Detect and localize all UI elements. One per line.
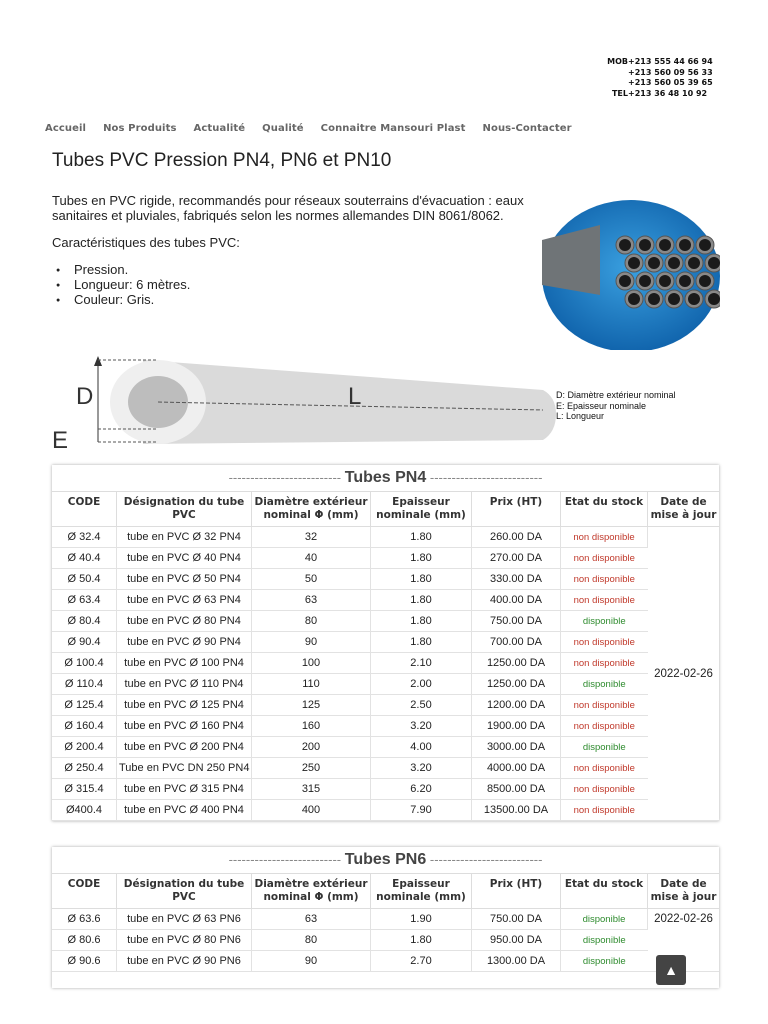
stock-status: non disponible [561,632,648,653]
contact-label: MOB [607,57,628,66]
column-header: Désignation du tube PVC [117,492,252,527]
contact-number: +213 555 44 66 94 [628,57,713,66]
cell: 32 [252,527,371,548]
features-list [52,262,190,307]
legend-item: E: Epaisseur nominale [556,400,647,411]
column-header: CODE [52,492,117,527]
cell: 80 [252,611,371,632]
cell: 6.20 [371,779,472,800]
cell: 2.00 [371,674,472,695]
characteristics-title: Caractéristiques des tubes PVC: [52,235,240,250]
contact-row [598,78,713,89]
cell: 1.80 [371,548,472,569]
nav-link-nos-produits[interactable]: Nos Produits [103,123,177,134]
update-date: 2022-02-26 [648,527,720,821]
table-row [52,590,719,611]
cell: 125 [252,695,371,716]
cell: 50 [252,569,371,590]
cell: tube en PVC Ø 63 PN6 [117,909,252,930]
table-title-text: Tubes PN6 [344,851,427,868]
column-header: Etat du stock [561,874,648,909]
pn4-table-box [52,465,719,821]
cell: 4000.00 DA [472,758,561,779]
contact-number: +213 560 05 39 65 [628,78,713,87]
title-dashes-left: -------------------------- [228,852,342,867]
cell: 13500.00 DA [472,800,561,821]
stock-status: non disponible [561,569,648,590]
column-header: Date de mise à jour [648,874,720,909]
column-header: Epaisseur nominale (mm) [371,874,472,909]
diagram-label-l: L [348,383,362,410]
cell: Ø 63.4 [52,590,117,611]
cell: 950.00 DA [472,930,561,951]
cell: tube en PVC Ø 400 PN4 [117,800,252,821]
cell: Ø 100.4 [52,653,117,674]
cell: 1.80 [371,632,472,653]
stock-status: non disponible [561,758,648,779]
feature-item: ● Couleur: Gris. [74,292,190,307]
stock-status: disponible [561,737,648,758]
table-row [52,632,719,653]
stock-status: non disponible [561,695,648,716]
column-header: CODE [52,874,117,909]
stock-status: non disponible [561,527,648,548]
contact-label [598,68,628,79]
cell: 1.90 [371,909,472,930]
legend-item: D: Diamètre extérieur nominal [556,390,676,400]
cell: Ø400.4 [52,800,117,821]
cell: Tube en PVC DN 250 PN4 [117,758,252,779]
contact-row [598,68,713,79]
cell: 3.20 [371,716,472,737]
cell: 110 [252,674,371,695]
cell: 1.80 [371,590,472,611]
cell: Ø 315.4 [52,779,117,800]
cell: Ø 40.4 [52,548,117,569]
stock-status: non disponible [561,779,648,800]
pn6-table-box [52,847,719,988]
stock-status: non disponible [561,653,648,674]
table-title [52,465,719,492]
cell: tube en PVC Ø 80 PN4 [117,611,252,632]
title-dashes-right: -------------------------- [429,852,543,867]
stock-status: disponible [561,611,648,632]
cell: 1.80 [371,611,472,632]
main-nav [45,123,589,134]
contact-label [598,78,628,89]
cell: tube en PVC Ø 110 PN4 [117,674,252,695]
nav-link-accueil[interactable]: Accueil [45,123,87,134]
cell: tube en PVC Ø 315 PN4 [117,779,252,800]
cell: 80 [252,930,371,951]
cell: 90 [252,951,371,972]
up-triangle-icon: ▲ [664,962,678,978]
table-row [52,716,719,737]
table-title-text: Tubes PN4 [344,469,427,486]
table-row [52,527,719,548]
cell: 8500.00 DA [472,779,561,800]
cell: Ø 32.4 [52,527,117,548]
table-row [52,695,719,716]
cell: 63 [252,909,371,930]
tube-dimension-diagram [48,352,558,452]
title-dashes-right: -------------------------- [429,470,543,485]
cell: Ø 90.6 [52,951,117,972]
cell: 1900.00 DA [472,716,561,737]
cell: 400.00 DA [472,590,561,611]
column-header: Epaisseur nominale (mm) [371,492,472,527]
cell: 2.70 [371,951,472,972]
feature-item: ● Pression. [74,262,190,277]
stock-status: non disponible [561,548,648,569]
cell: Ø 250.4 [52,758,117,779]
table-row [52,737,719,758]
cell: tube en PVC Ø 32 PN4 [117,527,252,548]
legend-item: L: Longueur [556,411,605,421]
cell: Ø 50.4 [52,569,117,590]
cell: tube en PVC Ø 200 PN4 [117,737,252,758]
cell: 2.50 [371,695,472,716]
diagram-label-e: E [52,427,69,452]
cell: Ø 80.4 [52,611,117,632]
pipe-bundle-photo [540,190,720,350]
table-title [52,847,719,874]
table-row [52,674,719,695]
intro-text: Tubes en PVC rigide, recommandés pour réseaux souterrains d'évacuation : eaux sanitaires et pluviales, fabriqués selon les normes allemandes DIN 8061/8062. [52,193,524,223]
contact-label: TEL [611,88,628,98]
cell: 270.00 DA [472,548,561,569]
cell: Ø 80.6 [52,930,117,951]
stock-status: disponible [561,951,648,972]
column-header: Date de mise à jour [648,492,720,527]
cell: tube en PVC Ø 80 PN6 [117,930,252,951]
cell: 750.00 DA [472,909,561,930]
table-row [52,951,719,972]
cell: 750.00 DA [472,611,561,632]
cell: tube en PVC Ø 125 PN4 [117,695,252,716]
table-row [52,909,719,930]
table-row [52,758,719,779]
feature-item: ● Longueur: 6 mètres. [74,277,190,292]
table-row [52,569,719,590]
nav-link-qualit-[interactable]: Qualité [262,123,304,134]
stock-status: disponible [561,674,648,695]
cell: Ø 63.6 [52,909,117,930]
table-row [52,800,719,821]
cell: 1200.00 DA [472,695,561,716]
page-title: Tubes PVC Pression PN4, PN6 et PN10 [52,150,392,171]
cell: 1.80 [371,930,472,951]
cell: 250 [252,758,371,779]
cell: 1250.00 DA [472,653,561,674]
cell: 700.00 DA [472,632,561,653]
cell: 160 [252,716,371,737]
table-row [52,611,719,632]
contact-number: +213 560 09 56 33 [628,67,713,77]
cell: tube en PVC Ø 63 PN4 [117,590,252,611]
stock-status: disponible [561,909,648,930]
table-row [52,930,719,951]
cell: 330.00 DA [472,569,561,590]
column-header: Etat du stock [561,492,648,527]
cell: 4.00 [371,737,472,758]
cell: 90 [252,632,371,653]
diagram-label-d: D [76,383,94,410]
stock-status: disponible [561,930,648,951]
column-header: Diamètre extérieur nominal Φ (mm) [252,874,371,909]
table-row [52,653,719,674]
cell: 1.80 [371,569,472,590]
cell: 200 [252,737,371,758]
price-table [52,492,719,821]
cell: 2.10 [371,653,472,674]
table-row [52,548,719,569]
stock-status: non disponible [561,800,648,821]
column-header: Désignation du tube PVC [117,874,252,909]
diagram-legend [556,390,676,422]
cell: tube en PVC Ø 90 PN6 [117,951,252,972]
nav-link-actualit-[interactable]: Actualité [193,123,246,134]
cell: Ø 90.4 [52,632,117,653]
cell: 3.20 [371,758,472,779]
cell: Ø 110.4 [52,674,117,695]
cell: Ø 200.4 [52,737,117,758]
cell: 260.00 DA [472,527,561,548]
stock-status: non disponible [561,716,648,737]
cell: tube en PVC Ø 50 PN4 [117,569,252,590]
contact-number: +213 36 48 10 92 [628,88,708,98]
table-row [52,779,719,800]
cell: Ø 160.4 [52,716,117,737]
cell: tube en PVC Ø 160 PN4 [117,716,252,737]
cell: tube en PVC Ø 40 PN4 [117,548,252,569]
cell: 1300.00 DA [472,951,561,972]
contact-row [598,57,713,68]
stock-status: non disponible [561,590,648,611]
contact-row [598,89,713,100]
cell: 40 [252,548,371,569]
cell: 100 [252,653,371,674]
cell: 315 [252,779,371,800]
cell: tube en PVC Ø 100 PN4 [117,653,252,674]
cell: 1.80 [371,527,472,548]
cell: 7.90 [371,800,472,821]
cell: 400 [252,800,371,821]
cell: 3000.00 DA [472,737,561,758]
scroll-top-button[interactable] [656,955,686,985]
cell: tube en PVC Ø 90 PN4 [117,632,252,653]
update-date: 2022-02-26 [648,909,720,972]
cell: 1250.00 DA [472,674,561,695]
cell: Ø 125.4 [52,695,117,716]
title-dashes-left: -------------------------- [228,470,342,485]
column-header: Prix (HT) [472,492,561,527]
cell: 63 [252,590,371,611]
nav-link-connaitre-mansouri-plast[interactable]: Connaitre Mansouri Plast [320,123,466,134]
column-header: Diamètre extérieur nominal Φ (mm) [252,492,371,527]
column-header: Prix (HT) [472,874,561,909]
price-table [52,874,719,972]
nav-link-nous-contacter[interactable]: Nous-Contacter [482,123,572,134]
contact-block [598,57,713,99]
